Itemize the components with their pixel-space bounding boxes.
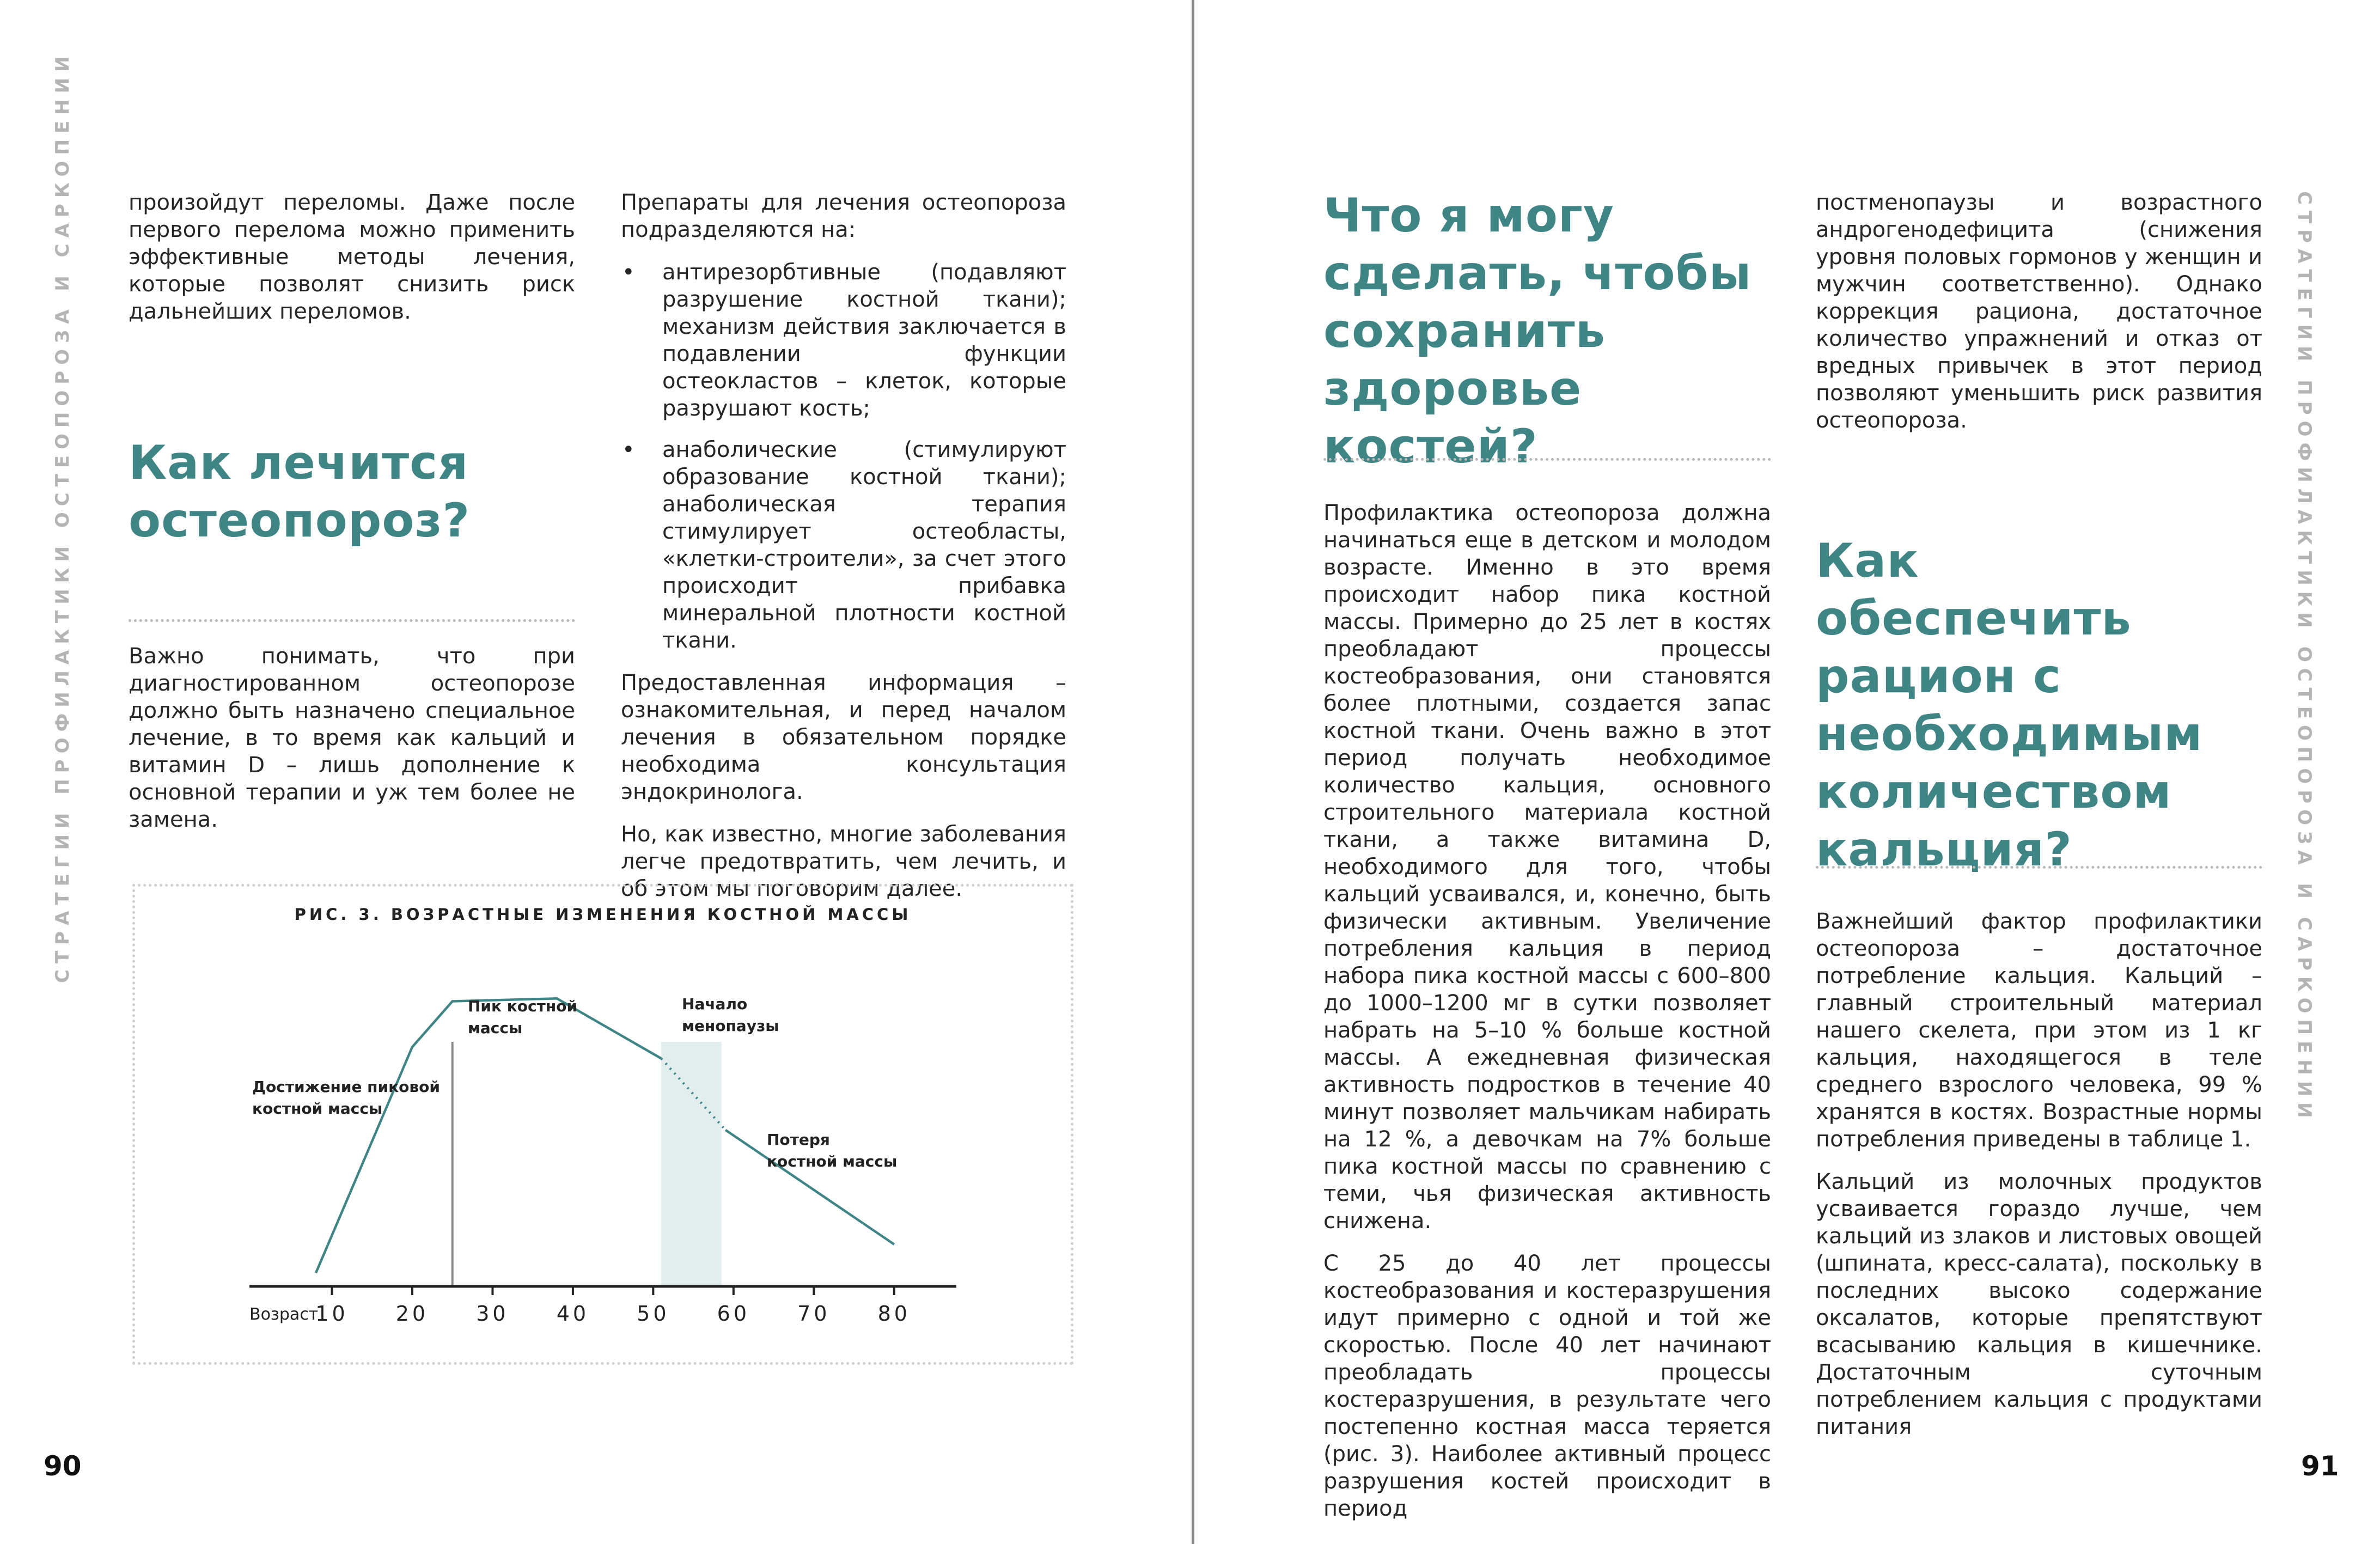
list-item: • антирезорбтивные (подавляют разрушение костной ткани); механизм действия заключается в подавлении функции остеокластов – клеток, которые разрушают кость; [621, 259, 1066, 422]
left-heading: Как лечится остеопороз? [129, 436, 471, 548]
right-column-2-body [1816, 908, 2262, 1456]
menopause-band [661, 1042, 722, 1285]
right-running-title: СТРАТЕГИИ ПРОФИЛАКТИКИ ОСТЕОПОРОЗА И САРКОПЕНИИ [2293, 191, 2315, 1124]
right-heading-1: Что я могу сделать, чтобы сохранить здоровье костей? [1323, 188, 1752, 474]
x-tick-label: 40 [556, 1302, 590, 1326]
left-column-2 [621, 189, 1066, 918]
annotation-menopause: Начало менопаузы [682, 995, 779, 1035]
chart-title: РИС. 3. ВОЗРАСТНЫЕ ИЗМЕНЕНИЯ КОСТНОЙ МАССЫ [294, 905, 912, 924]
right-col1-p2: С 25 до 40 лет процессы костеобразования и костеразрушения идут примерно с одной и той же скоростью. После 40 лет начинают преобладать процессы костеразрушения, в результате чего постепенно костная масса теряется (рис. 3). Наиболее активный процесс разрушения костей происходит в период [1323, 1251, 1771, 1521]
left-col1-body: Важно понимать, что при диагностированном остеопорозе должно быть назначено специальное лечение, в то время как кальций и витамин D – лишь дополнение к основной терапии и уж тем более не замена. [129, 644, 575, 832]
right-col2-p2: Важнейший фактор профилактики остеопороза – достаточное потребление кальция. Кальций – главный строительный материал нашего скелета, при этом из 1 кг кальция, находящегося в теле среднего взрослого человека, 99 % хранятся в костях. Возрастные нормы потребления приведены в таблице 1. [1816, 909, 2262, 1152]
left-col1-intro: произойдут переломы. Даже после первого перелома можно применить эффективные методы лечения, которые позволят снизить риск дальнейших переломов. [129, 190, 575, 324]
right-heading-2: Как обеспечить рацион с необходимым количеством кальция? [1816, 534, 2203, 877]
left-column-1-body [129, 643, 575, 849]
right-page [1194, 0, 2380, 1544]
right-heading-2-divider [1816, 866, 2262, 869]
right-column-1 [1323, 499, 1771, 1537]
x-tick-label: 60 [717, 1302, 750, 1326]
left-column-1 [129, 189, 575, 340]
right-heading-1-divider [1323, 458, 1771, 461]
annotation-peak-achievement: Достижение пиковой костной массы [252, 1078, 440, 1118]
x-tick-label: 80 [877, 1302, 911, 1326]
right-col2-p3: Кальций из молочных продуктов усваивается гораздо лучше, чем кальций из злаков и листовых овощей (шпината, кресс-салата), поскольку в последних высоко содержание оксалатов, которые препятствуют всасыванию кальция в кишечнике. Достаточным суточным потреблением кальция с продуктами питания [1816, 1169, 2262, 1439]
treatment-list [621, 259, 1066, 654]
left-col2-intro: Препараты для лечения остеопороза подразделяются на: [621, 190, 1066, 242]
x-ticks [315, 1286, 911, 1326]
annotation-peak: Пик костной массы [468, 997, 578, 1037]
bone-mass-chart [135, 887, 1071, 1362]
annotation-loss: Потеря костной массы [767, 1131, 898, 1170]
left-running-title: СТРАТЕГИИ ПРОФИЛАКТИКИ ОСТЕОПОРОЗА И САРКОПЕНИИ [52, 50, 74, 983]
right-page-number: 91 [2301, 1450, 2339, 1482]
left-col2-p3: Но, как известно, многие заболевания легче предотвратить, чем лечить, и об этом мы поговорим далее. [621, 822, 1066, 901]
x-tick-label: 70 [797, 1302, 831, 1326]
left-col2-p2: Предоставленная информация – ознакомительная, и перед началом лечения в обязательном порядке необходима консультация эндокринолога. [621, 670, 1066, 804]
left-page-number: 90 [44, 1450, 82, 1482]
x-tick-label: 10 [315, 1302, 349, 1326]
x-tick-label: 20 [395, 1302, 429, 1326]
figure-box [132, 884, 1073, 1365]
right-column-2-top [1816, 189, 2262, 449]
right-col1-p1: Профилактика остеопороза должна начинаться еще в детском и молодом возрасте. Именно в это время происходит набор пика костной массы. Примерно до 25 лет в костях преобладают процессы костеобразования, они становятся более плотными, создается запас костной ткани. Очень важно в этот период получать необходимое количество кальция, основного строительного материала костной ткани, а также витамина D, необходимого для того, чтобы кальций усваивался, и, конечно, быть физически активным. Увеличение потребления кальция в период набора пика костной массы с 600–800 до 1000–1200 мг в сутки позволяет набрать на 5–10 % больше костной массы. А ежедневная физическая активность подростков в течение 40 минут позволяет мальчикам набирать на 12 %, а девочкам на 7% больше пика костной массы по сравнению с теми, чья физическая активность снижена. [1323, 501, 1771, 1234]
bone-mass-line-growth [316, 998, 661, 1273]
x-tick-label: 30 [476, 1302, 509, 1326]
right-col2-p1: постменопаузы и возрастного андрогенодефицита (снижения уровня половых гормонов у женщин и мужчин соответственно). Однако коррекция рациона, достаточное количество упражнений и отказ от вредных привычек в этот период позволяют уменьшить риск развития остеопороза. [1816, 190, 2262, 433]
x-axis-label: Возраст [249, 1305, 319, 1324]
list-item: • анаболические (стимулируют образование костной ткани); анаболическая терапия стимулирует остеобласты, «клетки-строители», за счет этого происходит прибавка минеральной плотности костной ткани. [621, 436, 1066, 654]
x-tick-label: 50 [637, 1302, 670, 1326]
left-heading-divider [129, 619, 575, 622]
